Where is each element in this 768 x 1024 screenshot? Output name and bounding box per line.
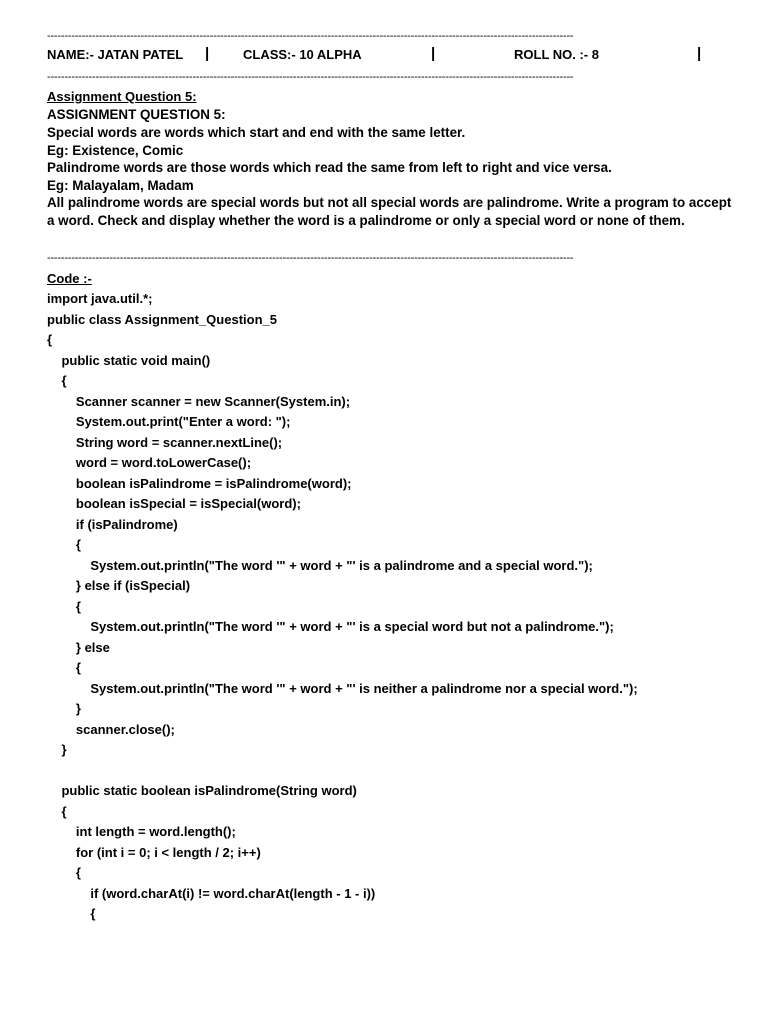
code-line: System.out.print("Enter a word: "); [47, 414, 291, 429]
code-line: { [47, 660, 81, 675]
question-text: Eg: Existence, Comic [47, 143, 184, 158]
code-line: scanner.close(); [47, 721, 175, 737]
code-line: { [47, 865, 81, 880]
header-divider: | [205, 45, 210, 62]
separator-line: -------------------------------------------------------------------------------------------------------------------------------------------------------- [47, 252, 574, 264]
question-text: All palindrome words are special words but not all special words are palindrome. Write a program to accept a word. Check and display whether the word is a palindrome or only a special word or none of them. [47, 195, 732, 228]
code-line: } [47, 742, 67, 757]
code-line: boolean isPalindrome = isPalindrome(word); [47, 475, 352, 491]
code-line [47, 761, 638, 782]
code-line: import java.util.*; [47, 291, 153, 306]
header-divider: | [697, 45, 702, 62]
code-line: { [47, 332, 53, 347]
student-name: NAME:- JATAN PATEL [47, 47, 184, 62]
code-line: { [47, 598, 81, 614]
code-line: { [47, 803, 67, 819]
code-line: public class Assignment_Question_5 [47, 311, 277, 327]
code-heading: Code :- [47, 271, 92, 286]
code-line: int length = word.length(); [47, 824, 236, 839]
code-line: } [47, 701, 81, 716]
code-line: { [47, 906, 96, 921]
code-line: word = word.toLowerCase(); [47, 455, 252, 470]
roll-number: ROLL NO. :- 8 [514, 47, 599, 62]
separator-line: -------------------------------------------------------------------------------------------------------------------------------------------------------- [47, 71, 574, 83]
question-text: Eg: Malayalam, Madam [47, 178, 194, 193]
code-line: String word = scanner.nextLine(); [47, 434, 283, 450]
code-line: public static void main() [47, 352, 211, 368]
code-line: for (int i = 0; i < length / 2; i++) [47, 844, 261, 860]
code-line: boolean isSpecial = isSpecial(word); [47, 496, 301, 511]
code-line: { [47, 373, 67, 388]
code-line: } else [47, 639, 110, 655]
code-line: System.out.println("The word '" + word + "' is a palindrome and a special word."); [47, 557, 593, 573]
separator-line: -------------------------------------------------------------------------------------------------------------------------------------------------------- [47, 30, 574, 42]
code-line: if (word.charAt(i) != word.charAt(length - 1 - i)) [47, 885, 376, 901]
question-text: Palindrome words are those words which read the same from left to right and vice versa. [47, 160, 612, 175]
code-block [47, 289, 638, 925]
assignment-heading: Assignment Question 5: [47, 89, 197, 104]
question-title: ASSIGNMENT QUESTION 5: [47, 107, 226, 122]
student-class: CLASS:- 10 ALPHA [243, 47, 362, 62]
header-divider: | [431, 45, 436, 62]
code-line: Scanner scanner = new Scanner(System.in); [47, 393, 351, 409]
code-line: } else if (isSpecial) [47, 578, 191, 593]
code-line: if (isPalindrome) [47, 516, 178, 532]
code-line: { [47, 537, 81, 552]
code-line: System.out.println("The word '" + word + "' is neither a palindrome nor a special word."); [47, 680, 638, 696]
question-text: Special words are words which start and end with the same letter. [47, 125, 466, 140]
code-line: public static boolean isPalindrome(String word) [47, 783, 357, 798]
code-line: System.out.println("The word '" + word + "' is a special word but not a palindrome."); [47, 619, 614, 634]
